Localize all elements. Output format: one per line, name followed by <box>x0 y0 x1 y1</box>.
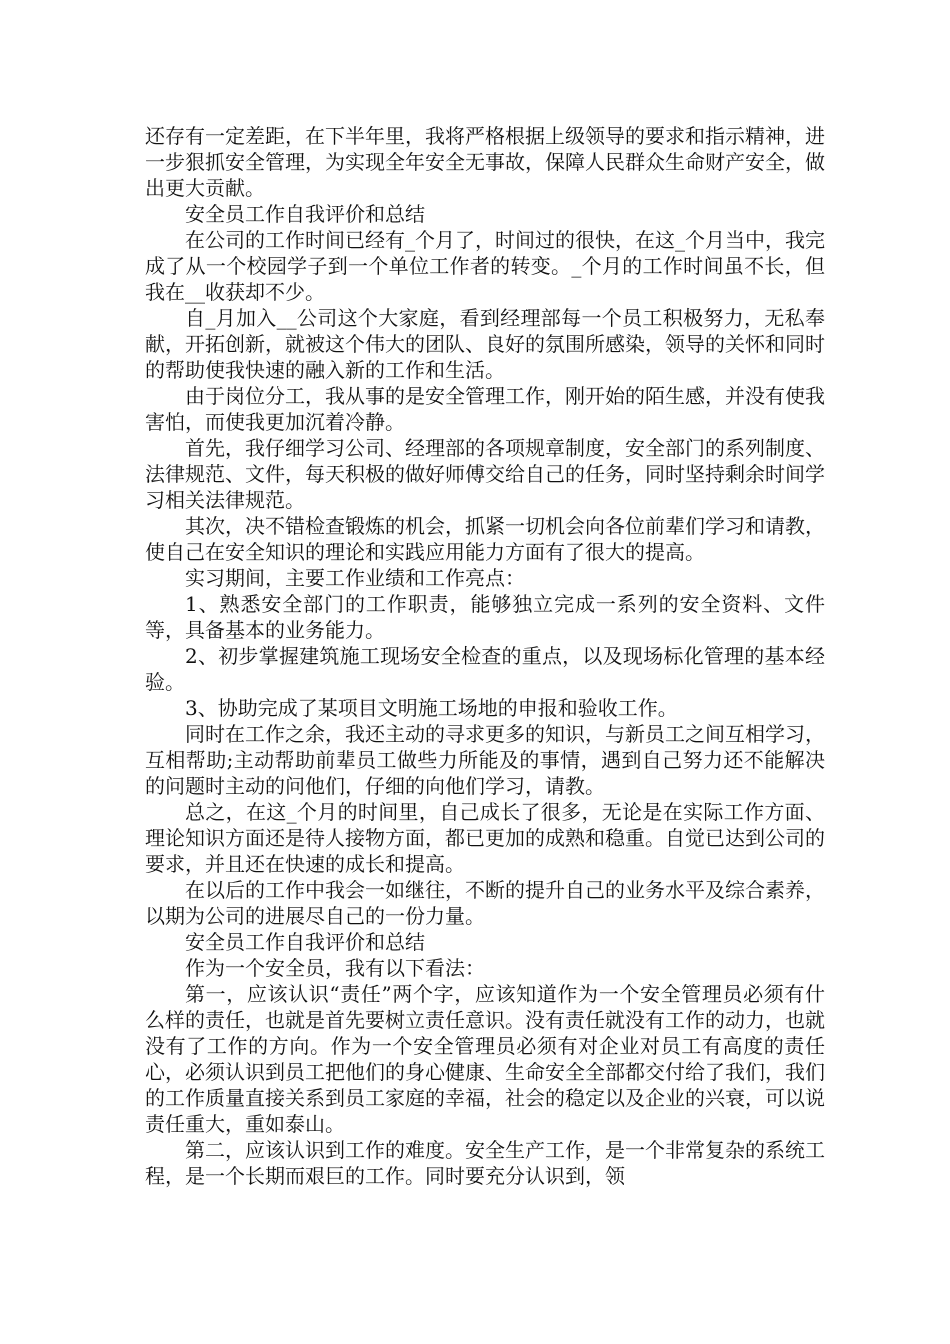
paragraph-continuation: 还存有一定差距，在下半年里，我将严格根据上级领导的要求和指示精神，进一步狠抓安全管理，为实现全年安全无事故，保障人民群众生命财产安全，做出更大贡献。 <box>145 124 825 200</box>
paragraph: 在以后的工作中我会一如继往，不断的提升自己的业务水平及综合素养，以期为公司的进展尽自己的一份力量。 <box>145 878 825 928</box>
list-item: 2、初步掌握建筑施工现场安全检查的重点，以及现场标化管理的基本经验。 <box>145 644 825 694</box>
paragraph: 同时在工作之余，我还主动的寻求更多的知识，与新员工之间互相学习，互相帮助;主动帮助前辈员工做些力所能及的事情，遇到自己努力还不能解决的问题时主动的问他们，仔细的向他们学习，请教。 <box>145 722 825 798</box>
list-item: 3、协助完成了某项目文明施工场地的申报和验收工作。 <box>185 696 678 720</box>
paragraph: 首先，我仔细学习公司、经理部的各项规章制度，安全部门的系列制度、法律规范、文件，每天积极的做好师傅交给自己的任务，同时坚持剩余时间学习相关法律规范。 <box>145 436 825 512</box>
paragraph: 自_月加入__公司这个大家庭，看到经理部每一个员工积极努力，无私奉献，开拓创新，就被这个伟大的团队、良好的氛围所感染，领导的关怀和同时的帮助使我快速的融入新的工作和生活。 <box>145 306 825 382</box>
paragraph: 由于岗位分工，我从事的是安全管理工作，刚开始的陌生感，并没有使我害怕，而使我更加沉着冷静。 <box>145 384 825 434</box>
section-heading: 安全员工作自我评价和总结 <box>185 930 425 954</box>
paragraph: 实习期间，主要工作业绩和工作亮点： <box>185 566 525 590</box>
paragraph: 其次，决不错检查锻炼的机会，抓紧一切机会向各位前辈们学习和请教，使自己在安全知识的理论和实践应用能力方面有了很大的提高。 <box>145 514 825 564</box>
section-heading: 安全员工作自我评价和总结 <box>185 202 425 226</box>
document-page <box>145 123 825 1189</box>
list-item: 1、熟悉安全部门的工作职责，能够独立完成一系列的安全资料、文件等，具备基本的业务能力。 <box>145 592 825 642</box>
paragraph: 总之，在这_个月的时间里，自己成长了很多，无论是在实际工作方面、理论知识方面还是待人接物方面，都已更加的成熟和稳重。自觉已达到公司的要求，并且还在快速的成长和提高。 <box>145 800 825 876</box>
paragraph: 在公司的工作时间已经有_个月了，时间过的很快，在这_个月当中，我完成了从一个校园学子到一个单位工作者的转变。_个月的工作时间虽不长，但我在__收获却不少。 <box>145 228 825 304</box>
paragraph: 第一，应该认识“责任”两个字，应该知道作为一个安全管理员必须有什么样的责任，也就是首先要树立责任意识。没有责任就没有工作的动力，也就没有了工作的方向。作为一个安全管理员必须有对企业对员工有高度的责任心，必须认识到员工把他们的身心健康、生命安全全部都交付给了我们，我们的工作质量直接关系到员工家庭的幸福，社会的稳定以及企业的兴衰，可以说责任重大，重如泰山。 <box>145 982 825 1136</box>
paragraph: 作为一个安全员，我有以下看法： <box>185 956 485 980</box>
paragraph: 第二，应该认识到工作的难度。安全生产工作，是一个非常复杂的系统工程，是一个长期而艰巨的工作。同时要充分认识到，领 <box>145 1138 825 1188</box>
